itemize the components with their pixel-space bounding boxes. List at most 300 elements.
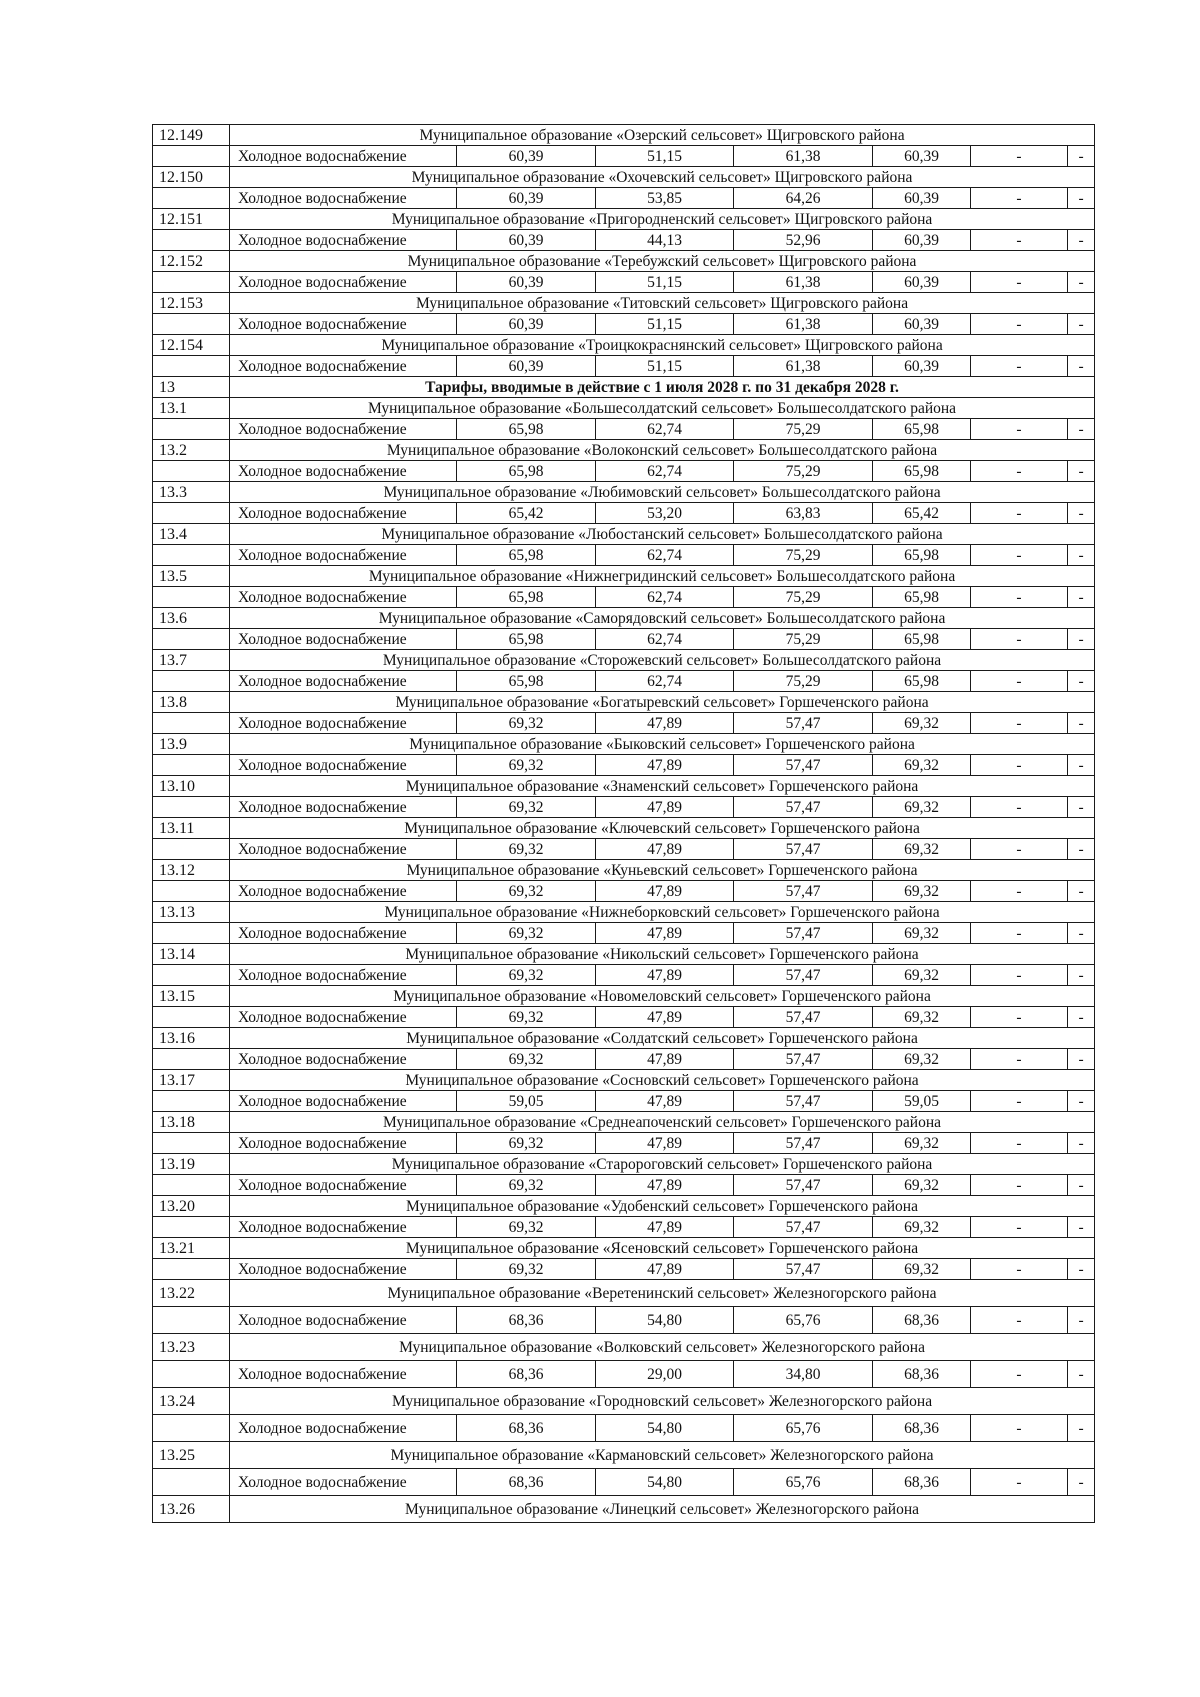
tariff-value-4: 60,39 <box>873 188 971 209</box>
tariff-value-2: 47,89 <box>596 839 734 860</box>
municipality-title: Муниципальное образование «Городновский сельсовет» Железногорского района <box>230 1388 1095 1415</box>
municipality-title: Муниципальное образование «Солдатский сельсовет» Горшеченского района <box>230 1028 1095 1049</box>
tariff-value-2: 53,85 <box>596 188 734 209</box>
tariff-value-3: 75,29 <box>734 587 873 608</box>
tariff-value-4: 60,39 <box>873 356 971 377</box>
tariff-value-2: 51,15 <box>596 356 734 377</box>
tariff-value-5: - <box>971 314 1068 335</box>
tariff-row <box>153 272 1095 293</box>
municipality-row <box>153 1154 1095 1175</box>
municipality-title: Муниципальное образование «Сосновский сельсовет» Горшеченского района <box>230 1070 1095 1091</box>
tariff-value-3: 52,96 <box>734 230 873 251</box>
tariff-value-3: 65,76 <box>734 1415 873 1442</box>
tariff-value-5: - <box>971 1361 1068 1388</box>
municipality-title: Муниципальное образование «Никольский сельсовет» Горшеченского района <box>230 944 1095 965</box>
service-name: Холодное водоснабжение <box>230 755 457 776</box>
tariff-value-2: 62,74 <box>596 461 734 482</box>
municipality-title: Муниципальное образование «Веретенинский сельсовет» Железногорского района <box>230 1280 1095 1307</box>
municipality-row <box>153 335 1095 356</box>
tariff-value-6: - <box>1068 713 1095 734</box>
tariff-value-1: 69,32 <box>457 1049 596 1070</box>
municipality-title: Муниципальное образование «Ключевский сельсовет» Горшеченского района <box>230 818 1095 839</box>
empty-number-cell <box>153 1049 230 1070</box>
tariff-value-5: - <box>971 755 1068 776</box>
service-name: Холодное водоснабжение <box>230 545 457 566</box>
row-number: 12.149 <box>153 125 230 146</box>
municipality-title: Муниципальное образование «Волоконский сельсовет» Большесолдатского района <box>230 440 1095 461</box>
tariff-value-1: 60,39 <box>457 314 596 335</box>
municipality-title: Муниципальное образование «Знаменский сельсовет» Горшеченского района <box>230 776 1095 797</box>
municipality-row <box>153 1028 1095 1049</box>
row-number: 13.18 <box>153 1112 230 1133</box>
tariff-value-6: - <box>1068 1415 1095 1442</box>
empty-number-cell <box>153 923 230 944</box>
empty-number-cell <box>153 356 230 377</box>
tariff-value-4: 69,32 <box>873 923 971 944</box>
municipality-row <box>153 608 1095 629</box>
tariff-value-1: 65,98 <box>457 545 596 566</box>
service-name: Холодное водоснабжение <box>230 188 457 209</box>
tariff-value-1: 60,39 <box>457 230 596 251</box>
service-name: Холодное водоснабжение <box>230 1217 457 1238</box>
tariff-value-4: 60,39 <box>873 272 971 293</box>
municipality-row <box>153 398 1095 419</box>
row-number: 13.3 <box>153 482 230 503</box>
tariff-value-6: - <box>1068 629 1095 650</box>
tariff-row <box>153 1217 1095 1238</box>
tariff-value-5: - <box>971 1307 1068 1334</box>
tariff-value-2: 47,89 <box>596 881 734 902</box>
service-name: Холодное водоснабжение <box>230 839 457 860</box>
service-name: Холодное водоснабжение <box>230 1307 457 1334</box>
tariff-value-3: 57,47 <box>734 755 873 776</box>
municipality-title: Муниципальное образование «Большесолдатский сельсовет» Большесолдатского района <box>230 398 1095 419</box>
municipality-row <box>153 818 1095 839</box>
tariff-value-3: 63,83 <box>734 503 873 524</box>
service-name: Холодное водоснабжение <box>230 1133 457 1154</box>
tariff-value-5: - <box>971 1469 1068 1496</box>
tariff-value-2: 62,74 <box>596 419 734 440</box>
tariff-value-3: 57,47 <box>734 1217 873 1238</box>
tariff-value-2: 54,80 <box>596 1307 734 1334</box>
tariff-row <box>153 713 1095 734</box>
row-number: 12.153 <box>153 293 230 314</box>
section-title: Тарифы, вводимые в действие с 1 июля 2028 г. по 31 декабря 2028 г. <box>230 377 1095 398</box>
tariff-value-5: - <box>971 587 1068 608</box>
tariff-value-6: - <box>1068 1259 1095 1280</box>
tariff-value-5: - <box>971 419 1068 440</box>
tariff-row <box>153 230 1095 251</box>
row-number: 13.5 <box>153 566 230 587</box>
empty-number-cell <box>153 839 230 860</box>
tariff-value-4: 65,98 <box>873 671 971 692</box>
tariff-value-6: - <box>1068 272 1095 293</box>
tariff-value-3: 64,26 <box>734 188 873 209</box>
empty-number-cell <box>153 1091 230 1112</box>
empty-number-cell <box>153 1217 230 1238</box>
empty-number-cell <box>153 1469 230 1496</box>
tariff-value-3: 57,47 <box>734 923 873 944</box>
municipality-row <box>153 902 1095 923</box>
tariff-value-5: - <box>971 1091 1068 1112</box>
service-name: Холодное водоснабжение <box>230 146 457 167</box>
tariff-value-5: - <box>971 1049 1068 1070</box>
tariff-value-4: 65,42 <box>873 503 971 524</box>
row-number: 13.1 <box>153 398 230 419</box>
tariff-value-1: 65,98 <box>457 587 596 608</box>
tariff-value-2: 54,80 <box>596 1469 734 1496</box>
tariff-value-4: 60,39 <box>873 314 971 335</box>
empty-number-cell <box>153 1307 230 1334</box>
tariff-value-4: 69,32 <box>873 1217 971 1238</box>
service-name: Холодное водоснабжение <box>230 1469 457 1496</box>
tariff-value-4: 69,32 <box>873 965 971 986</box>
tariff-value-3: 57,47 <box>734 713 873 734</box>
row-number: 13.9 <box>153 734 230 755</box>
municipality-row <box>153 524 1095 545</box>
tariff-row <box>153 419 1095 440</box>
tariff-value-5: - <box>971 356 1068 377</box>
row-number: 12.152 <box>153 251 230 272</box>
tariff-value-3: 75,29 <box>734 545 873 566</box>
tariff-value-4: 60,39 <box>873 230 971 251</box>
tariff-value-5: - <box>971 1133 1068 1154</box>
empty-number-cell <box>153 188 230 209</box>
tariff-value-5: - <box>971 146 1068 167</box>
empty-number-cell <box>153 587 230 608</box>
tariff-row <box>153 1415 1095 1442</box>
service-name: Холодное водоснабжение <box>230 797 457 818</box>
tariff-value-6: - <box>1068 755 1095 776</box>
municipality-title: Муниципальное образование «Саморядовский сельсовет» Большесолдатского района <box>230 608 1095 629</box>
service-name: Холодное водоснабжение <box>230 1361 457 1388</box>
tariff-row <box>153 1259 1095 1280</box>
municipality-row <box>153 125 1095 146</box>
tariff-value-6: - <box>1068 503 1095 524</box>
row-number: 13.2 <box>153 440 230 461</box>
tariff-value-2: 47,89 <box>596 1091 734 1112</box>
tariff-value-6: - <box>1068 1091 1095 1112</box>
tariff-value-3: 57,47 <box>734 1091 873 1112</box>
tariff-value-5: - <box>971 188 1068 209</box>
tariff-row <box>153 461 1095 482</box>
row-number: 13.19 <box>153 1154 230 1175</box>
municipality-row <box>153 1238 1095 1259</box>
tariff-value-5: - <box>971 1217 1068 1238</box>
municipality-title: Муниципальное образование «Любимовский сельсовет» Большесолдатского района <box>230 482 1095 503</box>
tariff-value-3: 57,47 <box>734 1007 873 1028</box>
tariff-value-2: 47,89 <box>596 965 734 986</box>
tariff-value-6: - <box>1068 419 1095 440</box>
tariff-row <box>153 881 1095 902</box>
tariff-value-4: 65,98 <box>873 419 971 440</box>
tariff-value-5: - <box>971 1007 1068 1028</box>
tariff-value-1: 65,42 <box>457 503 596 524</box>
tariff-row <box>153 188 1095 209</box>
municipality-row <box>153 1388 1095 1415</box>
tariff-row <box>153 545 1095 566</box>
tariff-value-6: - <box>1068 671 1095 692</box>
tariff-value-4: 69,32 <box>873 1007 971 1028</box>
tariff-value-6: - <box>1068 146 1095 167</box>
tariff-value-2: 47,89 <box>596 713 734 734</box>
empty-number-cell <box>153 230 230 251</box>
municipality-title: Муниципальное образование «Пригородненский сельсовет» Щигровского района <box>230 209 1095 230</box>
row-number: 13.11 <box>153 818 230 839</box>
municipality-row <box>153 1112 1095 1133</box>
tariff-value-5: - <box>971 923 1068 944</box>
tariff-value-4: 65,98 <box>873 545 971 566</box>
municipality-row <box>153 734 1095 755</box>
tariff-value-4: 69,32 <box>873 755 971 776</box>
municipality-row <box>153 482 1095 503</box>
tariff-value-3: 65,76 <box>734 1307 873 1334</box>
tariff-value-4: 65,98 <box>873 461 971 482</box>
tariff-value-1: 68,36 <box>457 1415 596 1442</box>
municipality-row <box>153 440 1095 461</box>
empty-number-cell <box>153 671 230 692</box>
municipality-row <box>153 167 1095 188</box>
empty-number-cell <box>153 713 230 734</box>
empty-number-cell <box>153 1415 230 1442</box>
tariff-row <box>153 797 1095 818</box>
tariff-value-2: 29,00 <box>596 1361 734 1388</box>
tariff-value-1: 69,32 <box>457 839 596 860</box>
tariff-value-2: 51,15 <box>596 314 734 335</box>
tariff-value-4: 69,32 <box>873 1049 971 1070</box>
tariff-value-6: - <box>1068 881 1095 902</box>
municipality-row <box>153 209 1095 230</box>
tariff-value-1: 59,05 <box>457 1091 596 1112</box>
service-name: Холодное водоснабжение <box>230 923 457 944</box>
tariff-value-6: - <box>1068 1175 1095 1196</box>
tariff-value-3: 57,47 <box>734 1049 873 1070</box>
municipality-row <box>153 1196 1095 1217</box>
service-name: Холодное водоснабжение <box>230 1007 457 1028</box>
row-number: 13.14 <box>153 944 230 965</box>
empty-number-cell <box>153 629 230 650</box>
tariff-value-2: 51,15 <box>596 272 734 293</box>
tariff-value-1: 65,98 <box>457 419 596 440</box>
tariff-value-2: 47,89 <box>596 1259 734 1280</box>
municipality-title: Муниципальное образование «Охочевский сельсовет» Щигровского района <box>230 167 1095 188</box>
municipality-title: Муниципальное образование «Теребужский сельсовет» Щигровского района <box>230 251 1095 272</box>
tariff-value-1: 60,39 <box>457 146 596 167</box>
empty-number-cell <box>153 503 230 524</box>
row-number: 13.24 <box>153 1388 230 1415</box>
service-name: Холодное водоснабжение <box>230 461 457 482</box>
tariff-value-2: 62,74 <box>596 587 734 608</box>
empty-number-cell <box>153 461 230 482</box>
service-name: Холодное водоснабжение <box>230 314 457 335</box>
tariff-row <box>153 587 1095 608</box>
tariff-value-1: 60,39 <box>457 188 596 209</box>
tariff-value-1: 69,32 <box>457 1259 596 1280</box>
tariff-value-1: 65,98 <box>457 671 596 692</box>
tariff-value-3: 75,29 <box>734 461 873 482</box>
municipality-title: Муниципальное образование «Ясеновский сельсовет» Горшеченского района <box>230 1238 1095 1259</box>
empty-number-cell <box>153 314 230 335</box>
tariff-row <box>153 1469 1095 1496</box>
empty-number-cell <box>153 881 230 902</box>
tariff-row <box>153 1133 1095 1154</box>
municipality-title: Муниципальное образование «Линецкий сельсовет» Железногорского района <box>230 1496 1095 1523</box>
tariff-value-2: 47,89 <box>596 1133 734 1154</box>
tariff-value-1: 68,36 <box>457 1469 596 1496</box>
tariff-value-6: - <box>1068 1469 1095 1496</box>
municipality-row <box>153 293 1095 314</box>
tariff-value-2: 51,15 <box>596 146 734 167</box>
tariff-value-3: 57,47 <box>734 965 873 986</box>
tariff-value-5: - <box>971 881 1068 902</box>
tariff-value-1: 69,32 <box>457 1175 596 1196</box>
tariff-value-3: 65,76 <box>734 1469 873 1496</box>
municipality-row <box>153 566 1095 587</box>
empty-number-cell <box>153 1133 230 1154</box>
tariff-value-6: - <box>1068 461 1095 482</box>
tariff-value-6: - <box>1068 1307 1095 1334</box>
tariff-value-1: 60,39 <box>457 272 596 293</box>
tariff-row <box>153 1091 1095 1112</box>
tariff-value-6: - <box>1068 587 1095 608</box>
tariff-value-5: - <box>971 1415 1068 1442</box>
empty-number-cell <box>153 146 230 167</box>
municipality-title: Муниципальное образование «Любостанский сельсовет» Большесолдатского района <box>230 524 1095 545</box>
tariff-value-6: - <box>1068 1133 1095 1154</box>
tariff-value-1: 60,39 <box>457 356 596 377</box>
tariff-value-4: 59,05 <box>873 1091 971 1112</box>
row-number: 13.20 <box>153 1196 230 1217</box>
tariff-value-6: - <box>1068 356 1095 377</box>
tariff-value-5: - <box>971 965 1068 986</box>
tariff-value-3: 57,47 <box>734 1259 873 1280</box>
municipality-title: Муниципальное образование «Волковский сельсовет» Железногорского района <box>230 1334 1095 1361</box>
tariff-row <box>153 1175 1095 1196</box>
tariff-value-5: - <box>971 503 1068 524</box>
tariff-value-4: 65,98 <box>873 587 971 608</box>
row-number: 13.23 <box>153 1334 230 1361</box>
row-number: 12.151 <box>153 209 230 230</box>
municipality-row <box>153 986 1095 1007</box>
municipality-row <box>153 251 1095 272</box>
empty-number-cell <box>153 419 230 440</box>
tariff-value-2: 47,89 <box>596 1175 734 1196</box>
service-name: Холодное водоснабжение <box>230 713 457 734</box>
tariff-value-5: - <box>971 839 1068 860</box>
municipality-row <box>153 1334 1095 1361</box>
municipality-title: Муниципальное образование «Сторожевский сельсовет» Большесолдатского района <box>230 650 1095 671</box>
row-number: 13.12 <box>153 860 230 881</box>
municipality-row <box>153 1280 1095 1307</box>
municipality-title: Муниципальное образование «Куньевский сельсовет» Горшеченского района <box>230 860 1095 881</box>
tariff-value-3: 57,47 <box>734 839 873 860</box>
tariff-value-1: 65,98 <box>457 461 596 482</box>
row-number: 13.25 <box>153 1442 230 1469</box>
tariff-value-6: - <box>1068 314 1095 335</box>
tariff-row <box>153 965 1095 986</box>
tariff-value-3: 75,29 <box>734 419 873 440</box>
municipality-title: Муниципальное образование «Новомеловский сельсовет» Горшеченского района <box>230 986 1095 1007</box>
empty-number-cell <box>153 1259 230 1280</box>
tariff-value-2: 62,74 <box>596 629 734 650</box>
tariff-value-6: - <box>1068 1361 1095 1388</box>
municipality-row <box>153 650 1095 671</box>
tariff-value-4: 69,32 <box>873 1175 971 1196</box>
tariff-value-1: 69,32 <box>457 1217 596 1238</box>
service-name: Холодное водоснабжение <box>230 1175 457 1196</box>
tariff-value-2: 62,74 <box>596 545 734 566</box>
tariff-value-2: 47,89 <box>596 797 734 818</box>
tariff-value-5: - <box>971 545 1068 566</box>
tariff-row <box>153 629 1095 650</box>
tariff-row <box>153 356 1095 377</box>
tariff-value-6: - <box>1068 1049 1095 1070</box>
empty-number-cell <box>153 965 230 986</box>
tariff-value-4: 69,32 <box>873 839 971 860</box>
tariff-value-6: - <box>1068 230 1095 251</box>
tariff-value-5: - <box>971 671 1068 692</box>
tariff-value-2: 47,89 <box>596 1007 734 1028</box>
tariff-value-6: - <box>1068 965 1095 986</box>
tariff-value-3: 75,29 <box>734 671 873 692</box>
empty-number-cell <box>153 1175 230 1196</box>
tariff-row <box>153 1307 1095 1334</box>
row-number: 13.17 <box>153 1070 230 1091</box>
tariff-value-4: 68,36 <box>873 1307 971 1334</box>
tariff-value-1: 69,32 <box>457 713 596 734</box>
tariff-value-3: 57,47 <box>734 797 873 818</box>
municipality-row <box>153 944 1095 965</box>
row-number: 13.21 <box>153 1238 230 1259</box>
tariff-value-4: 68,36 <box>873 1415 971 1442</box>
tariff-value-6: - <box>1068 188 1095 209</box>
municipality-row <box>153 860 1095 881</box>
service-name: Холодное водоснабжение <box>230 881 457 902</box>
service-name: Холодное водоснабжение <box>230 1049 457 1070</box>
tariff-value-3: 34,80 <box>734 1361 873 1388</box>
empty-number-cell <box>153 272 230 293</box>
tariff-row <box>153 923 1095 944</box>
municipality-title: Муниципальное образование «Быковский сельсовет» Горшеченского района <box>230 734 1095 755</box>
row-number: 13.13 <box>153 902 230 923</box>
row-number: 12.154 <box>153 335 230 356</box>
tariff-value-2: 44,13 <box>596 230 734 251</box>
municipality-title: Муниципальное образование «Титовский сельсовет» Щигровского района <box>230 293 1095 314</box>
tariff-table <box>152 124 1095 1523</box>
service-name: Холодное водоснабжение <box>230 965 457 986</box>
tariff-value-1: 69,32 <box>457 797 596 818</box>
tariff-value-6: - <box>1068 797 1095 818</box>
tariff-value-6: - <box>1068 923 1095 944</box>
service-name: Холодное водоснабжение <box>230 587 457 608</box>
tariff-value-4: 69,32 <box>873 797 971 818</box>
empty-number-cell <box>153 1361 230 1388</box>
tariff-value-2: 47,89 <box>596 923 734 944</box>
row-number: 13.7 <box>153 650 230 671</box>
tariff-value-5: - <box>971 230 1068 251</box>
row-number: 13.16 <box>153 1028 230 1049</box>
tariff-value-1: 68,36 <box>457 1361 596 1388</box>
tariff-value-4: 69,32 <box>873 713 971 734</box>
tariff-value-5: - <box>971 629 1068 650</box>
service-name: Холодное водоснабжение <box>230 1091 457 1112</box>
tariff-value-5: - <box>971 797 1068 818</box>
tariff-value-5: - <box>971 272 1068 293</box>
service-name: Холодное водоснабжение <box>230 629 457 650</box>
row-number: 13.8 <box>153 692 230 713</box>
tariff-value-3: 75,29 <box>734 629 873 650</box>
tariff-value-1: 69,32 <box>457 1007 596 1028</box>
